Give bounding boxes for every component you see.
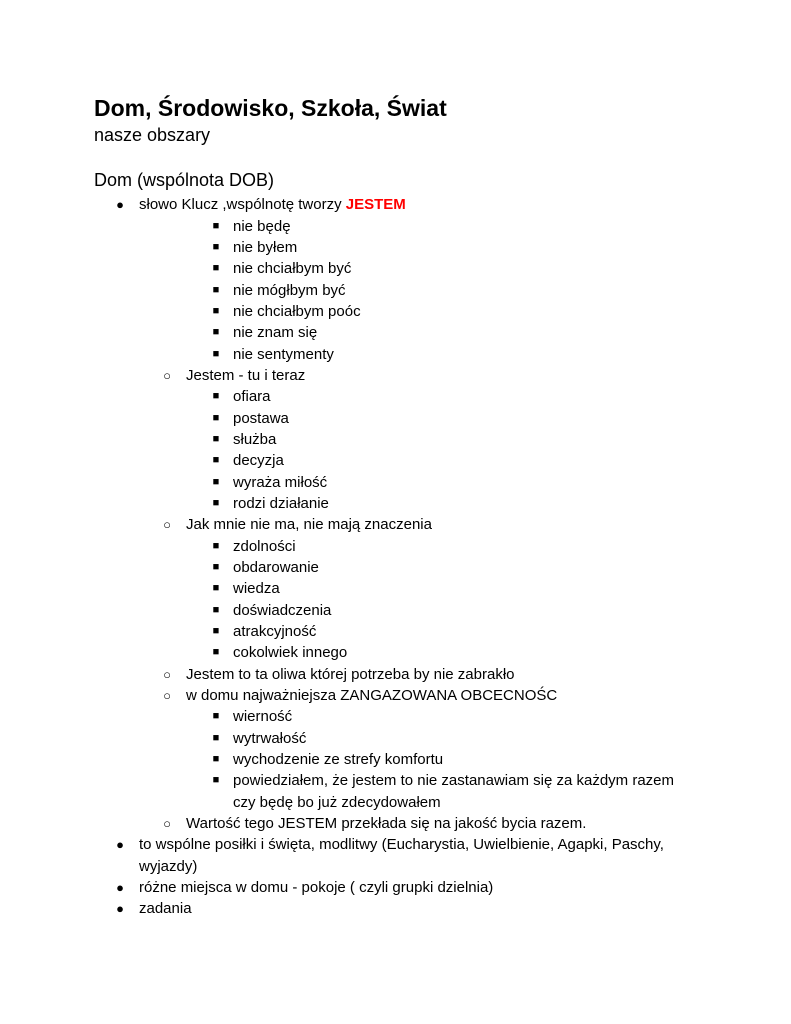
list-item: Jestem to ta oliwa której potrzeba by nie zabrakło (186, 666, 515, 683)
list-item-text: słowo Klucz ,wspólnotę tworzy (139, 196, 346, 213)
list-item: zadania (139, 900, 192, 917)
list-item: wyraża miłość (233, 474, 328, 491)
list-item: wiedza (233, 580, 280, 597)
bullet-marker: ● (116, 837, 124, 852)
circle-marker: ○ (163, 667, 171, 682)
square-marker: ■ (212, 241, 220, 253)
highlight-text: JESTEM (345, 196, 406, 213)
square-marker: ■ (212, 220, 220, 232)
square-marker: ■ (212, 412, 220, 424)
list-item: nie mógłbym być (233, 282, 346, 299)
section-heading: Dom (wspólnota DOB) (94, 170, 275, 190)
square-marker: ■ (212, 497, 220, 509)
list-item: decyzja (233, 452, 284, 469)
list-item: służba (233, 431, 277, 448)
square-marker: ■ (212, 561, 220, 573)
list-item: różne miejsca w domu - pokoje ( czyli grupki dzielnia) (139, 879, 494, 896)
list-item: postawa (233, 410, 289, 427)
list-item: nie chciałbym poóc (233, 303, 361, 320)
list-item: Jak mnie nie ma, nie mają znaczenia (186, 516, 432, 533)
list-item: rodzi działanie (233, 495, 329, 512)
circle-marker: ○ (163, 688, 171, 703)
circle-marker: ○ (163, 517, 171, 532)
square-marker: ■ (212, 454, 220, 466)
list-item: atrakcyjność (233, 623, 317, 640)
square-marker: ■ (212, 540, 220, 552)
square-marker: ■ (212, 604, 220, 616)
list-item: w domu najważniejsza ZANGAZOWANA OBCECNOŚC (186, 687, 558, 704)
square-marker: ■ (212, 582, 220, 594)
list-item: Wartość tego JESTEM przekłada się na jakość bycia razem. (186, 815, 587, 832)
circle-marker: ○ (163, 368, 171, 383)
list-item: obdarowanie (233, 559, 319, 576)
list-item: nie byłem (233, 239, 298, 256)
square-marker: ■ (212, 646, 220, 658)
list-item: cokolwiek innego (233, 644, 348, 661)
square-marker: ■ (212, 710, 220, 722)
square-marker: ■ (212, 262, 220, 274)
list-item: nie będę (233, 218, 291, 235)
list-item: powiedziałem, że jestem to nie zastanawiam się za każdym razem (233, 772, 675, 789)
square-marker: ■ (212, 625, 220, 637)
list-item: doświadczenia (233, 602, 332, 619)
bullet-marker: ● (116, 901, 124, 916)
list-item: Jestem - tu i teraz (186, 367, 306, 384)
list-item: nie chciałbym być (233, 260, 352, 277)
square-marker: ■ (212, 305, 220, 317)
square-marker: ■ (212, 390, 220, 402)
list-item: zdolności (233, 538, 296, 555)
bullet-marker: ● (116, 197, 124, 212)
square-marker: ■ (212, 326, 220, 338)
list-item: nie sentymenty (233, 346, 334, 363)
list-item-continuation: czy będę bo już zdecydowałem (233, 794, 441, 811)
square-marker: ■ (212, 284, 220, 296)
list-item: ofiara (233, 388, 271, 405)
list-item: wychodzenie ze strefy komfortu (233, 751, 444, 768)
square-marker: ■ (212, 476, 220, 488)
square-marker: ■ (212, 753, 220, 765)
list-item: nie znam się (233, 324, 318, 341)
square-marker: ■ (212, 732, 220, 744)
square-marker: ■ (212, 348, 220, 360)
document-title: Dom, Środowisko, Szkoła, Świat (94, 95, 447, 121)
square-marker: ■ (212, 774, 220, 786)
document-subtitle: nasze obszary (94, 125, 211, 145)
bullet-marker: ● (116, 880, 124, 895)
list-item: to wspólne posiłki i święta, modlitwy (Eucharystia, Uwielbienie, Agapki, Paschy, (139, 836, 664, 853)
circle-marker: ○ (163, 816, 171, 831)
square-marker: ■ (212, 433, 220, 445)
list-item (139, 194, 406, 215)
list-item-continuation: wyjazdy) (139, 858, 198, 875)
list-item: wierność (233, 708, 293, 725)
list-item: wytrwałość (233, 730, 307, 747)
